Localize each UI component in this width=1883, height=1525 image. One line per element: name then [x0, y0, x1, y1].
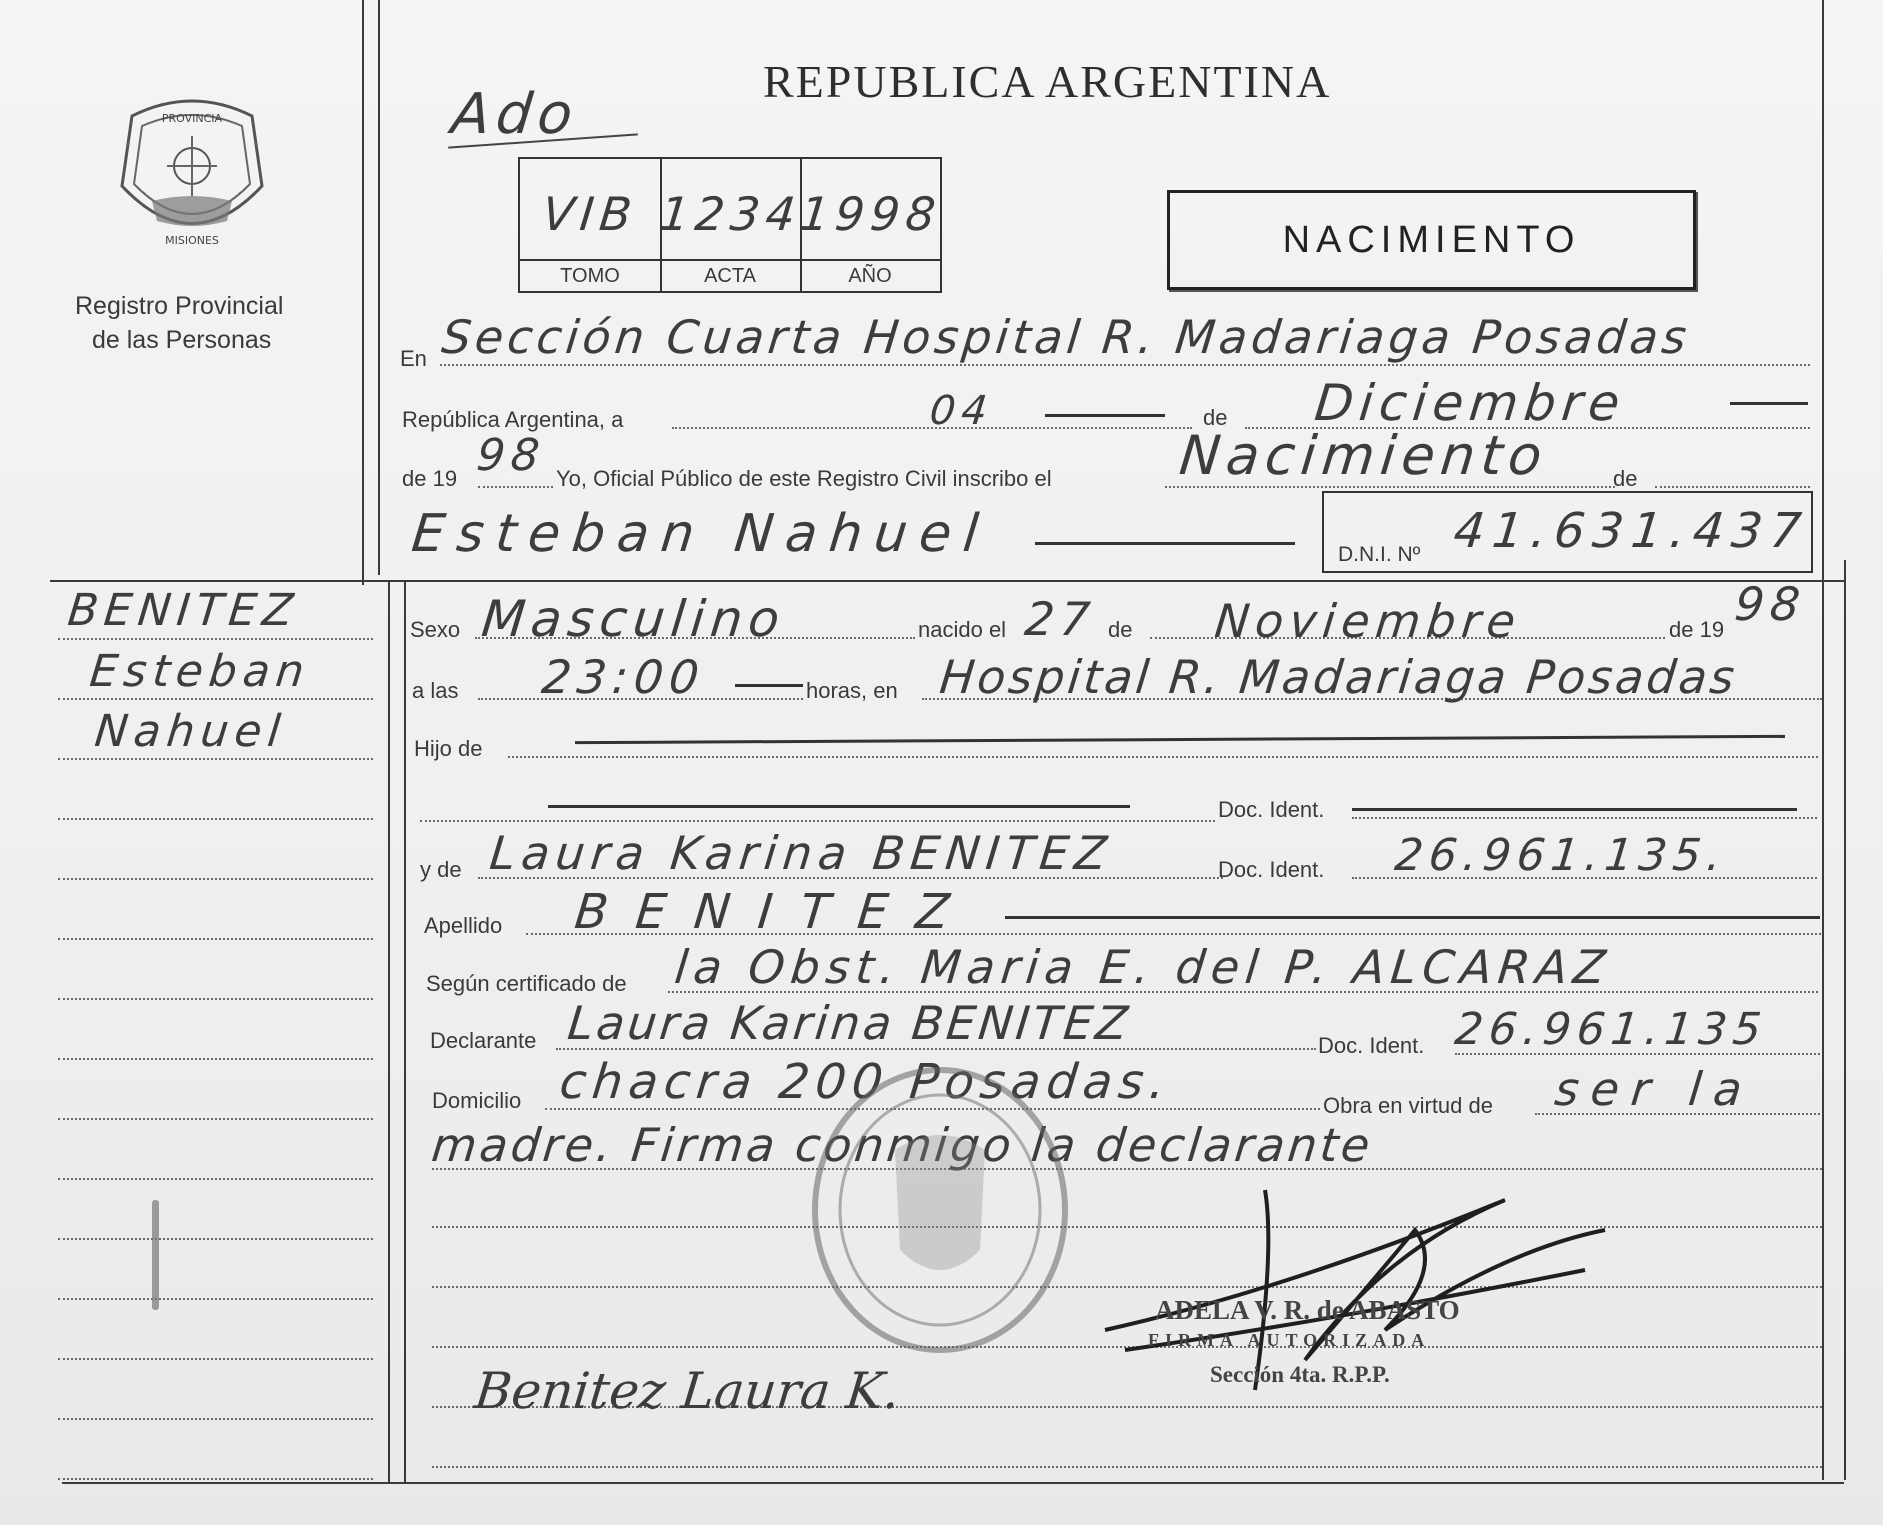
lugar-value: Hospital R. Madariaga Posadas [937, 650, 1740, 704]
segun-label: Según certificado de [426, 971, 627, 996]
tomo-label: TOMO [520, 259, 660, 291]
margin-dotted-line [58, 1058, 373, 1060]
margin-dotted-line [58, 698, 373, 700]
acta-label: ACTA [660, 259, 800, 291]
fecha-dia-stroke [1045, 414, 1165, 417]
ano-value: 1998 [797, 187, 944, 241]
acta-value: 1234 [657, 187, 804, 241]
ano-cell [797, 159, 944, 291]
padre-doc-dots [1352, 817, 1817, 819]
margin-dotted-line [58, 1118, 373, 1120]
seal-text-bottom: MISIONES [165, 234, 219, 247]
dni-label: D.N.I. Nº [1338, 543, 1421, 566]
doc-ident-label: Doc. Ident. [1218, 797, 1325, 822]
madre-value: Laura Karina BENITEZ [487, 826, 1116, 880]
frame-right [1822, 0, 1824, 1480]
republica-label: República Argentina, a [402, 407, 624, 432]
margin-dotted-line [58, 1478, 373, 1480]
margin-pen-mark [152, 1200, 159, 1310]
a-las-label: a las [412, 678, 459, 703]
hijo-de-label: Hijo de [414, 736, 483, 761]
official-name: ADELA V. R. de ABASTO [1155, 1295, 1460, 1325]
frame-body-left [388, 582, 390, 1482]
de-end-dots [1655, 486, 1810, 488]
en-dots [440, 364, 1810, 366]
frame-bottom-rule [62, 1482, 1844, 1484]
y-de-label: y de [420, 857, 462, 882]
ano-label: AÑO [800, 259, 940, 291]
apellido-stroke [1005, 916, 1820, 919]
margin-note-surname: BENITEZ [65, 585, 302, 636]
frame-inner-left [378, 0, 380, 575]
margin-note-name1: Esteban [87, 646, 313, 697]
nac-dia-value: 27 [1022, 592, 1099, 646]
handwritten-annotation: Ado [448, 82, 582, 147]
obra-label: Obra en virtud de [1323, 1093, 1493, 1118]
padre-line2-dots [420, 820, 1215, 822]
declarante-signature: Benitez Laura K. [471, 1362, 903, 1420]
official-role: FIRMA AUTORIZADA [1148, 1330, 1431, 1350]
reference-table [518, 157, 942, 293]
official-rubber-stamp-icon [800, 1060, 1080, 1360]
madre-doc-value: 26.961.135. [1392, 830, 1730, 881]
registry-name-line2: de las Personas [92, 326, 272, 354]
declarante-label: Declarante [430, 1028, 537, 1053]
tomo-value: VIB [539, 187, 641, 241]
domicilio-label: Domicilio [432, 1088, 522, 1113]
oficial-label: Yo, Oficial Público de este Registro Civil inscribo el [556, 466, 1052, 491]
hora-value: 23:00 [539, 650, 708, 704]
fecha-mes-stroke [1730, 402, 1808, 405]
body-dotted-line [432, 1466, 1822, 1468]
official-section: Sección 4ta. R.P.P. [1210, 1362, 1390, 1387]
padre-stroke2 [548, 805, 1130, 808]
apellido-value: BENITEZ [572, 884, 980, 940]
de-19-label: de 19 [402, 466, 458, 491]
doc-ident3-label: Doc. Ident. [1318, 1033, 1425, 1058]
nac-mes-value: Noviembre [1212, 594, 1524, 648]
padre-stroke [575, 735, 1785, 744]
margin-dotted-line [58, 998, 373, 1000]
dni-box [1322, 491, 1813, 573]
fecha-mes-value: Diciembre [1311, 374, 1629, 432]
nac-anio-value: 98 [1732, 577, 1809, 631]
certificado-value: la Obst. Maria E. del P. ALCARAZ [672, 940, 1614, 994]
margin-dotted-line [58, 818, 373, 820]
declarante-value: Laura Karina BENITEZ [565, 996, 1134, 1050]
tomo-cell [520, 159, 662, 291]
margin-dotted-line [58, 1418, 373, 1420]
province-seal-icon [112, 96, 272, 261]
fecha-dia-value: 04 [927, 388, 996, 434]
doc-ident2-label: Doc. Ident. [1218, 857, 1325, 882]
frame-right2 [1844, 560, 1846, 1480]
seal-text-top: PROVINCIA [161, 112, 223, 125]
apellido-label: Apellido [424, 913, 503, 938]
margin-dotted-line [58, 638, 373, 640]
de2-label: de [1108, 617, 1133, 642]
sexo-label: Sexo [410, 617, 461, 642]
en-label: En [400, 346, 427, 371]
document-type-box: NACIMIENTO [1167, 190, 1696, 290]
registry-name-line1: Registro Provincial [75, 292, 284, 320]
nombre-value: Esteban Nahuel [408, 504, 993, 564]
obra-value-2: madre. Firma conmigo la declarante [429, 1118, 1376, 1172]
horas-en-label: horas, en [806, 678, 898, 703]
margin-dotted-line [58, 938, 373, 940]
margin-dotted-line [58, 1178, 373, 1180]
frame-body-left2 [404, 582, 406, 1482]
margin-dotted-line [58, 1358, 373, 1360]
hora-stroke [735, 684, 803, 687]
padre-doc-stroke [1352, 808, 1797, 811]
nacido-el-label: nacido el [918, 617, 1007, 642]
frame-mid-rule [50, 580, 1844, 582]
acta-cell [657, 159, 804, 291]
frame-left-divider [362, 0, 364, 585]
margin-note-name2: Nahuel [92, 706, 289, 757]
acto-value: Nacimiento [1176, 424, 1551, 487]
margin-dotted-line [58, 1238, 373, 1240]
de-label: de [1203, 405, 1228, 430]
margin-dotted-line [58, 878, 373, 880]
country-title: REPUBLICA ARGENTINA [763, 56, 1332, 107]
seccion-value: Sección Cuarta Hospital R. Madariaga Posadas [439, 310, 1693, 364]
fecha-anio-value: 98 [474, 430, 548, 481]
anio-dots [478, 486, 553, 488]
de-19b-label: de 19 [1669, 617, 1725, 642]
dni-value: 41.631.437 [1451, 503, 1812, 559]
padre-dots [508, 756, 1818, 758]
domicilio-value: chacra 200 Posadas. [557, 1054, 1174, 1110]
de-end-label: de [1613, 466, 1638, 491]
sexo-value: Masculino [478, 590, 789, 648]
margin-dotted-line [58, 1298, 373, 1300]
obra-value-1: ser la [1552, 1062, 1757, 1116]
margin-dotted-line [58, 758, 373, 760]
nombre-stroke [1035, 542, 1295, 545]
declarante-doc-value: 26.961.135 [1452, 1004, 1770, 1055]
